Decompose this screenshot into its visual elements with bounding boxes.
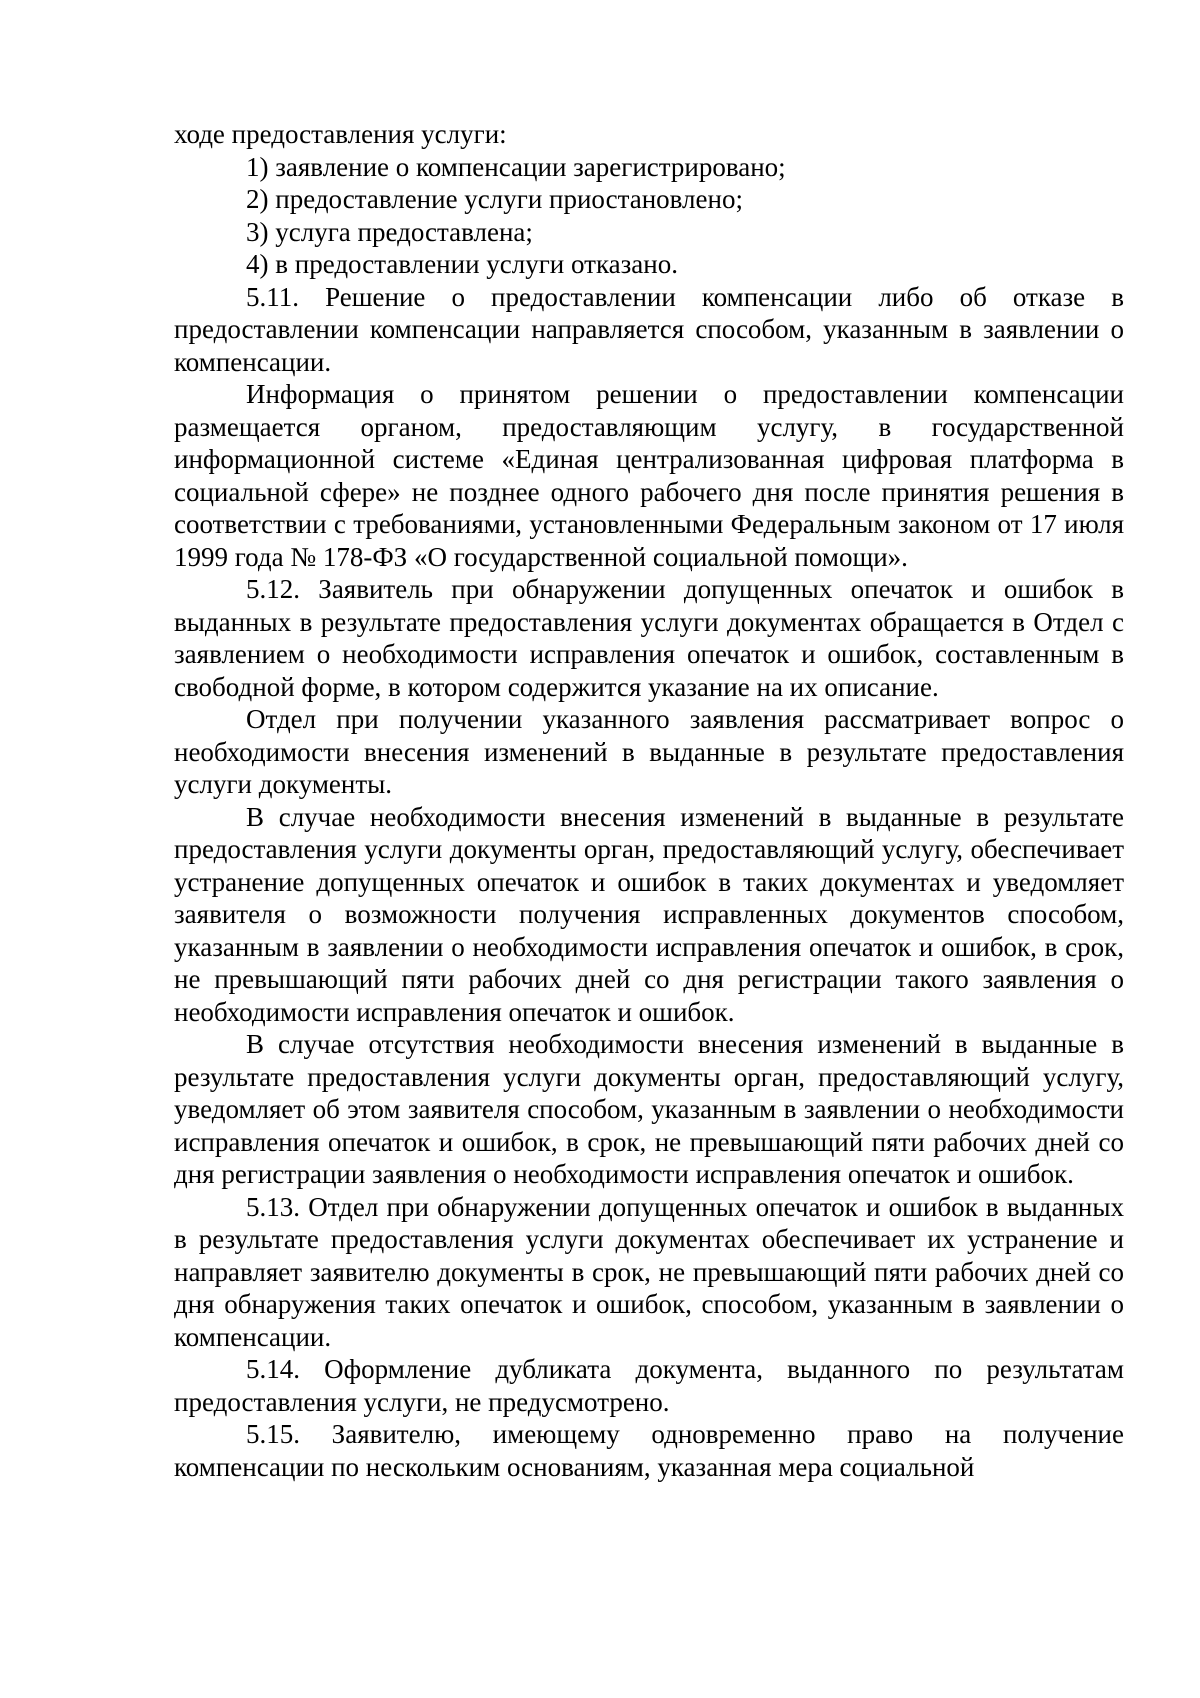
paragraph-changes-needed: В случае необходимости внесения изменений в выданные в результате предоставления услуги документы орган, предоставляющий услугу, обеспечивает устранение допущенных опечаток и ошибок в таких документах и уведомляет заявителя о возможности получения исправленных документов способом, указанным в заявлении о необходимости исправления опечаток и ошибок, в срок, не превышающий пяти рабочих дней со дня регистрации такого заявления о необходимости исправления опечаток и ошибок. bbox=[174, 801, 1124, 1027]
clause-5-13: 5.13. Отдел при обнаружении допущенных опечаток и ошибок в выданных в результате предоставления услуги документах обеспечивает их устранение и направляет заявителю документы в срок, не превышающий пяти рабочих дней со дня обнаружения таких опечаток и ошибок, способом, указанным в заявлении о компенсации. bbox=[174, 1191, 1124, 1352]
paragraph-continuation: ходе предоставления услуги: bbox=[174, 119, 507, 149]
list-item-3: 3) услуга предоставлена; bbox=[246, 216, 533, 247]
paragraph-department-review: Отдел при получении указанного заявления рассматривает вопрос о необходимости внесения изменений в выданные в результате предоставления услуги документы. bbox=[174, 704, 1124, 799]
list-item-2: 2) предоставление услуги приостановлено; bbox=[246, 184, 743, 214]
document-page bbox=[174, 118, 1124, 1483]
paragraph-information: Информация о принятом решении о предоставлении компенсации размещается органом, предоставляющим услугу, в государственной информационной системе «Единая централизованная цифровая платформа в социальной сфере» не позднее одного рабочего дня после принятия решения в соответствии с требованиями, установленными Федеральным законом от 17 июля 1999 года № 178-ФЗ «О государственной социальной помощи». bbox=[174, 379, 1124, 572]
list-item-4: 4) в предоставлении услуги отказано. bbox=[246, 249, 678, 279]
clause-5-15: 5.15. Заявителю, имеющему одновременно право на получение компенсации по нескольким основаниям, указанная мера социальной bbox=[174, 1419, 1124, 1482]
clause-5-14: 5.14. Оформление дубликата документа, выданного по результатам предоставления услуги, не предусмотрено. bbox=[174, 1354, 1124, 1417]
clause-5-11: 5.11. Решение о предоставлении компенсации либо об отказе в предоставлении компенсации направляется способом, указанным в заявлении о компенсации. bbox=[174, 281, 1124, 377]
paragraph-no-changes-needed: В случае отсутствия необходимости внесения изменений в выданные в результате предоставления услуги документы орган, предоставляющий услугу, уведомляет об этом заявителя способом, указанным в заявлении о необходимости исправления опечаток и ошибок, в срок, не превышающий пяти рабочих дней со дня регистрации заявления о необходимости исправления опечаток и ошибок. bbox=[174, 1029, 1124, 1189]
clause-5-12: 5.12. Заявитель при обнаружении допущенных опечаток и ошибок в выданных в результате предоставления услуги документах обращается в Отдел с заявлением о необходимости исправления опечаток и ошибок, составленным в свободной форме, в котором содержится указание на их описание. bbox=[174, 574, 1124, 702]
list-item-1: 1) заявление о компенсации зарегистрировано; bbox=[246, 151, 786, 182]
